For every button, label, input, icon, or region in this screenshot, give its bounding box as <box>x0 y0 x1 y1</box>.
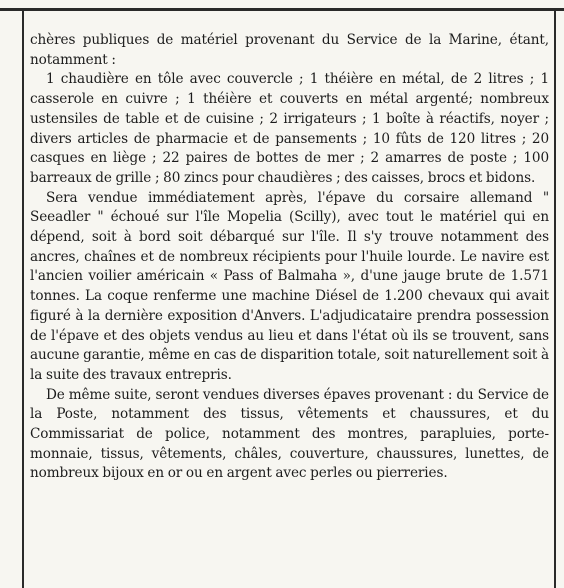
top-rule <box>0 8 564 11</box>
document-page <box>30 31 549 484</box>
right-margin-rule <box>554 8 556 588</box>
paragraph-other-wrecks: De même suite, seront vendues diverses épaves provenant : du Service de la Poste, notamment des tissus, vêtements et chaussures, et du Commissariat de police, notamment des montres, parapluies, porte-monnaie, tissus, vêtements, châles, couverture, chaussures, lunettes, de nombreux bijoux en or ou en argent avec perles ou pierreries. <box>30 386 549 482</box>
paragraph-intro: chères publiques de matériel provenant du Service de la Marine, étant, notamment : <box>30 32 549 68</box>
left-margin-rule <box>22 8 24 588</box>
paragraph-seeadler-wreck: Sera vendue immédiatement après, l'épave du corsaire allemand " Seeadler " échoué sur l'île Mopelia (Scilly), avec tout le matériel qui en dépend, soit à bord soit débarqué sur l'île. Il s'y trouve notamment des ancres, chaînes et de nombreux récipients pour l'huile lourde. Le navire est l'ancien voilier américain « Pass of Balmaha », d'une jauge brute de 1.571 tonnes. La coque renferme une machine Diésel de 1.200 chevaux qui avait figuré à la dernière exposition d'Anvers. L'adjudicataire prendra possession de l'épave et des objets vendus au lieu et dans l'état où ils se trouvent, sans aucune garantie, même en cas de disparition totale, soit naturellement soit à la suite des travaux entrepris. <box>30 189 549 383</box>
paragraph-inventory-list: 1 chaudière en tôle avec couvercle ; 1 théière en métal, de 2 litres ; 1 casserole en cuivre ; 1 théière et couverts en métal argenté; nombreux ustensiles de table et de cuisine ; 2 irrigateurs ; 1 boîte à réactifs, noyer ; divers articles de pharmacie et de pansements ; 10 fûts de 120 litres ; 20 casques en liège ; 22 paires de bottes de mer ; 2 amarres de poste ; 100 barreaux de grille ; 80 zincs pour chaudières ; des caisses, brocs et bidons. <box>30 71 549 186</box>
